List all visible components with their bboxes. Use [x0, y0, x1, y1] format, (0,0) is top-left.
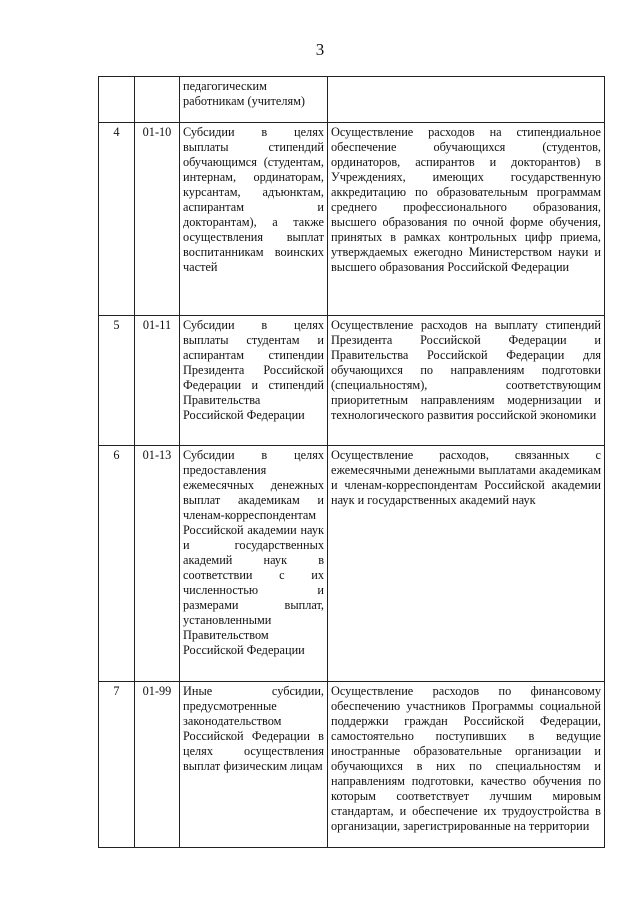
row-desc-text: Осуществление расходов по финансовому обеспечению участников Программы социальной поддержки граждан Российской Федерации, самостоятельно поступивших в ведущие иностранные образовательные организации и обучающихся в них по специальностям и направлениям подготовки, качество обучения по которым соответствует лучшим мировым стандартам, и обеспечение их трудоустройства в организации, зарегистрированные на территории: [331, 684, 601, 833]
row-desc-text: Осуществление расходов на стипендиальное обеспечение обучающихся (студентов, ординаторов, аспирантов и докторантов) в Учреждениях, имеющих государственную аккредитацию по образовательным программам среднего профессионального образования, высшего образования по очной форме обучения, принятых в рамках контрольных цифр приема, утверждаемых ежегодно Министерством науки и высшего образования Российской Федерации: [331, 125, 601, 274]
row-desc-cell: [328, 316, 605, 446]
document-table: [98, 76, 605, 848]
table-row: [99, 682, 605, 848]
page-number: 3: [315, 40, 325, 59]
row-desc-cell: [328, 77, 605, 123]
row-name-cell: [180, 316, 328, 446]
row-name-text: Субсидии в целях выплаты стипендий обучающимся (студентам, интернам, ординаторам, курсантам, адъюнктам, аспирантам и докторантам), а также осуществления выплат воспитанникам воинских частей: [183, 125, 324, 274]
row-name-text: Субсидии в целях предоставления ежемесячных денежных выплат академикам и членам-корреспондентам Российской академии наук и государственных академий наук в соответствии с их численностью и размерами выплат, установленными Правительством Российской Федерации: [183, 448, 324, 657]
row-code-cell: 01-99: [135, 682, 180, 848]
row-desc-cell: [328, 446, 605, 682]
row-name-text: Субсидии в целях выплаты студентам и аспирантам стипендии Президента Российской Федерации и стипендий Правительства Российской Федерации: [183, 318, 324, 422]
table-row: [99, 316, 605, 446]
row-desc-cell: [328, 123, 605, 316]
row-code-cell: [135, 77, 180, 123]
row-code-cell: 01-11: [135, 316, 180, 446]
row-name-cell: [180, 446, 328, 682]
row-desc-cell: [328, 682, 605, 848]
row-number-cell: 5: [99, 316, 135, 446]
table-row: [99, 77, 605, 123]
row-name-cell: [180, 77, 328, 123]
row-desc-text: Осуществление расходов на выплату стипендий Президента Российской Федерации и Правительства Российской Федерации для обучающихся по направлениям подготовки (специальностям), соответствующим приоритетным направлениям модернизации и технологического развития российской экономики: [331, 318, 601, 422]
row-desc-text: Осуществление расходов, связанных с ежемесячными денежными выплатами академикам и членам-корреспондентам Российской академии наук и государственных академий наук: [331, 448, 601, 507]
row-number-cell: [99, 77, 135, 123]
row-name-cell: [180, 682, 328, 848]
row-name-text: педагогическим работникам (учителям): [183, 79, 305, 108]
row-name-text: Иные субсидии, предусмотренные законодательством Российской Федерации в целях осуществления выплат физическим лицам: [183, 684, 324, 773]
row-number-cell: 7: [99, 682, 135, 848]
row-code-cell: 01-13: [135, 446, 180, 682]
row-name-cell: [180, 123, 328, 316]
table-row: [99, 123, 605, 316]
table-row: [99, 446, 605, 682]
row-number-cell: 6: [99, 446, 135, 682]
row-code-cell: 01-10: [135, 123, 180, 316]
row-number-cell: 4: [99, 123, 135, 316]
